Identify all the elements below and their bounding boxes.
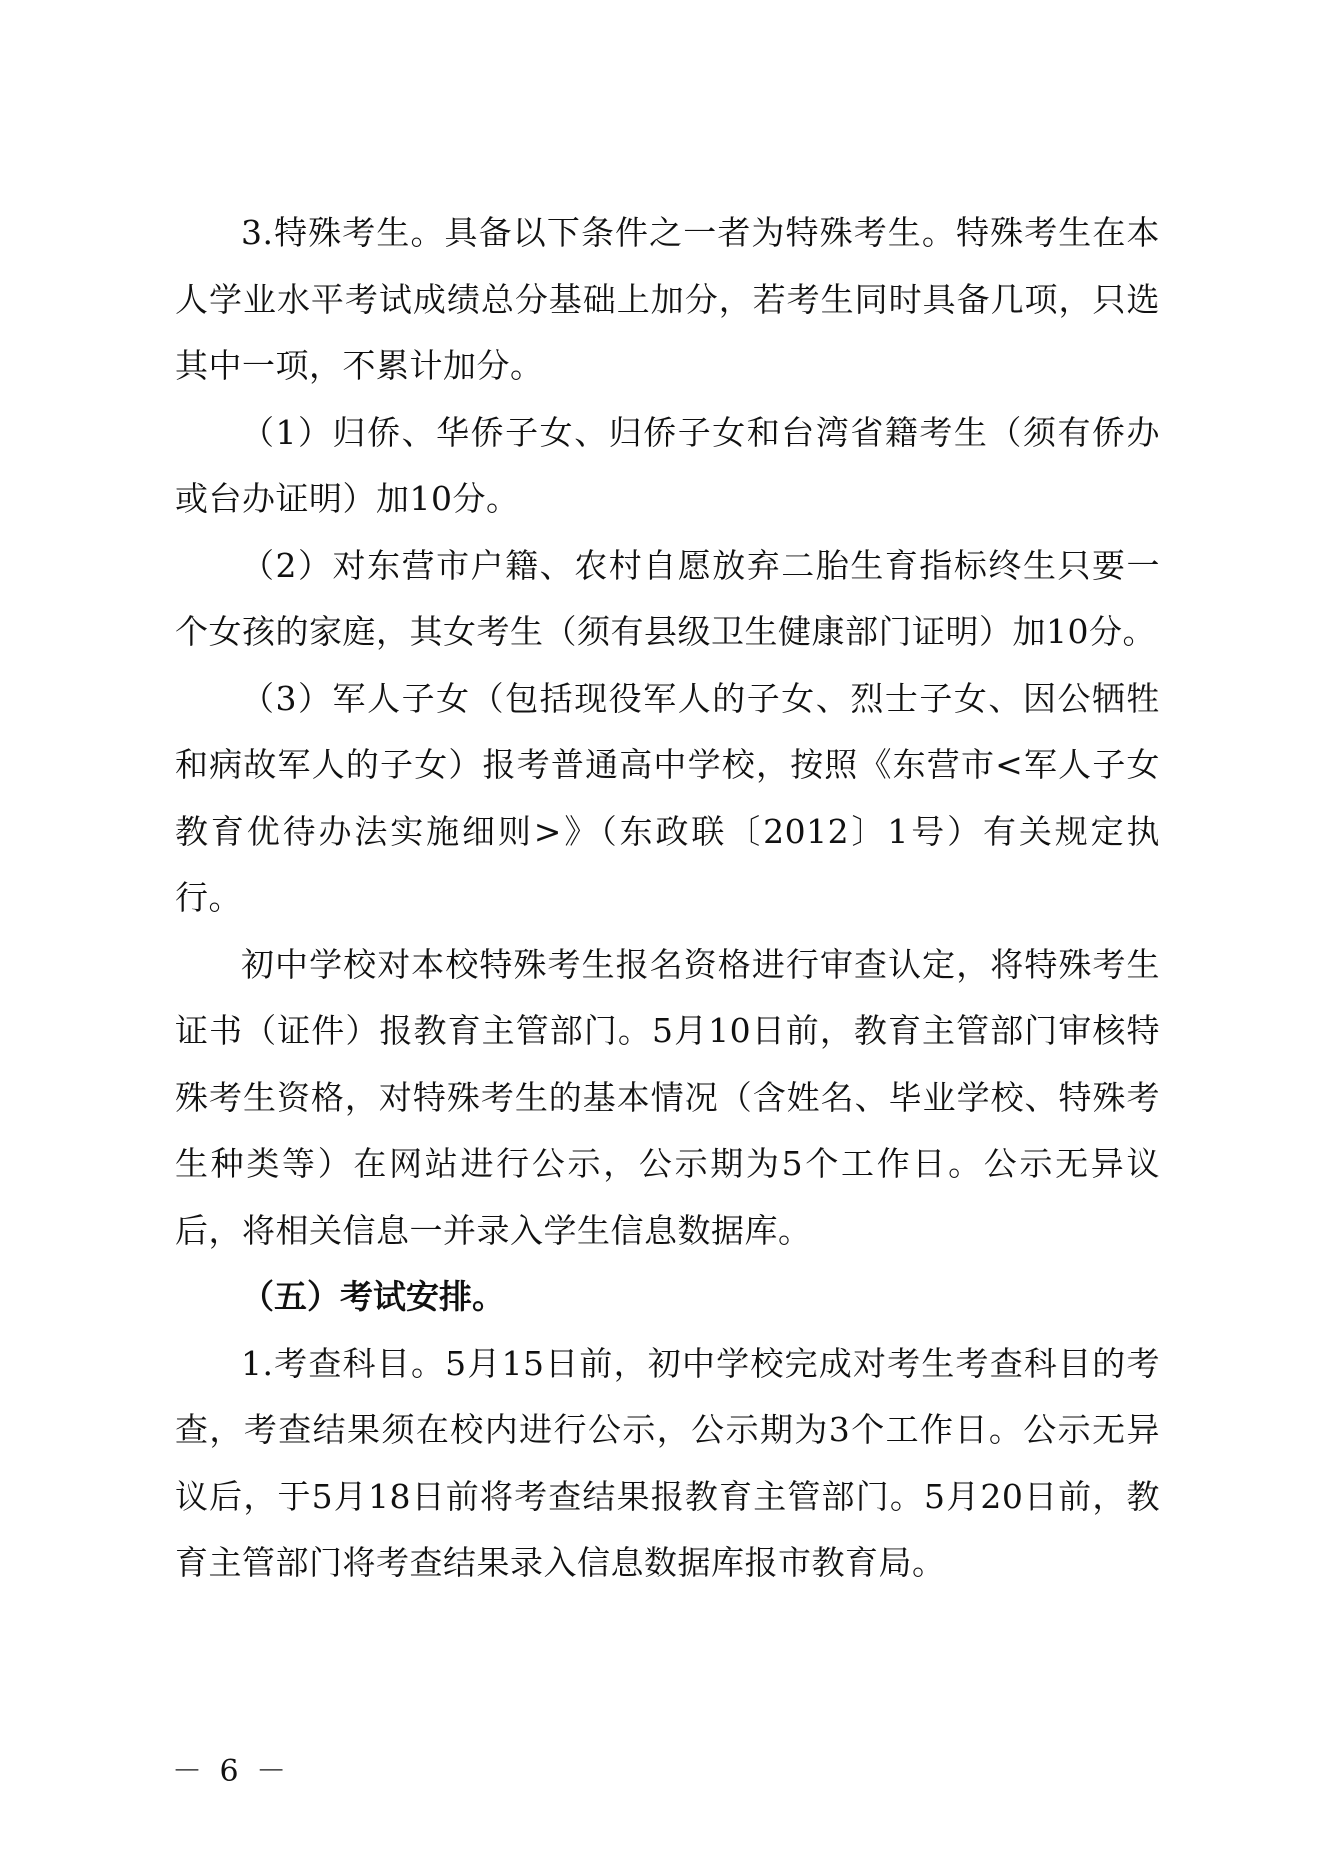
document-body (175, 200, 1160, 1597)
paragraph-item-1-overseas-chinese: （1）归侨、华侨子女、归侨子女和台湾省籍考生（须有侨办或台办证明）加10分。 (175, 412, 1160, 518)
paragraph-school-review: 初中学校对本校特殊考生报名资格进行审查认定，将特殊考生证书（证件）报教育主管部门。5月10日前，教育主管部门审核特殊考生资格，对特殊考生的基本情况（含姓名、毕业学校、特殊考生种类等）在网站进行公示，公示期为5个工作日。公示无异议后，将相关信息一并录入学生信息数据库。 (175, 944, 1160, 1250)
paragraph-item-2-rural-family: （2）对东营市户籍、农村自愿放弃二胎生育指标终生只要一个女孩的家庭，其女考生（须有县级卫生健康部门证明）加10分。 (175, 545, 1160, 651)
paragraph-item-3-military-children: （3）军人子女（包括现役军人的子女、烈士子女、因公牺牲和病故军人的子女）报考普通高中学校，按照《东营市<军人子女教育优待办法实施细则>》（东政联〔2012〕1号）有关规定执行。 (175, 678, 1160, 917)
paragraph-assessment-subjects: 1.考查科目。5月15日前，初中学校完成对考生考查科目的考查，考查结果须在校内进行公示，公示期为3个工作日。公示无异议后，于5月18日前将考查结果报教育主管部门。5月20日前，教育主管部门将考查结果录入信息数据库报市教育局。 (175, 1343, 1160, 1582)
section-heading-exam-arrangement: （五）考试安排。 (241, 1277, 505, 1316)
paragraph-special-candidates: 3.特殊考生。具备以下条件之一者为特殊考生。特殊考生在本人学业水平考试成绩总分基础上加分，若考生同时具备几项，只选其中一项，不累计加分。 (175, 213, 1160, 385)
page-number: － 6 － (172, 1754, 291, 1789)
